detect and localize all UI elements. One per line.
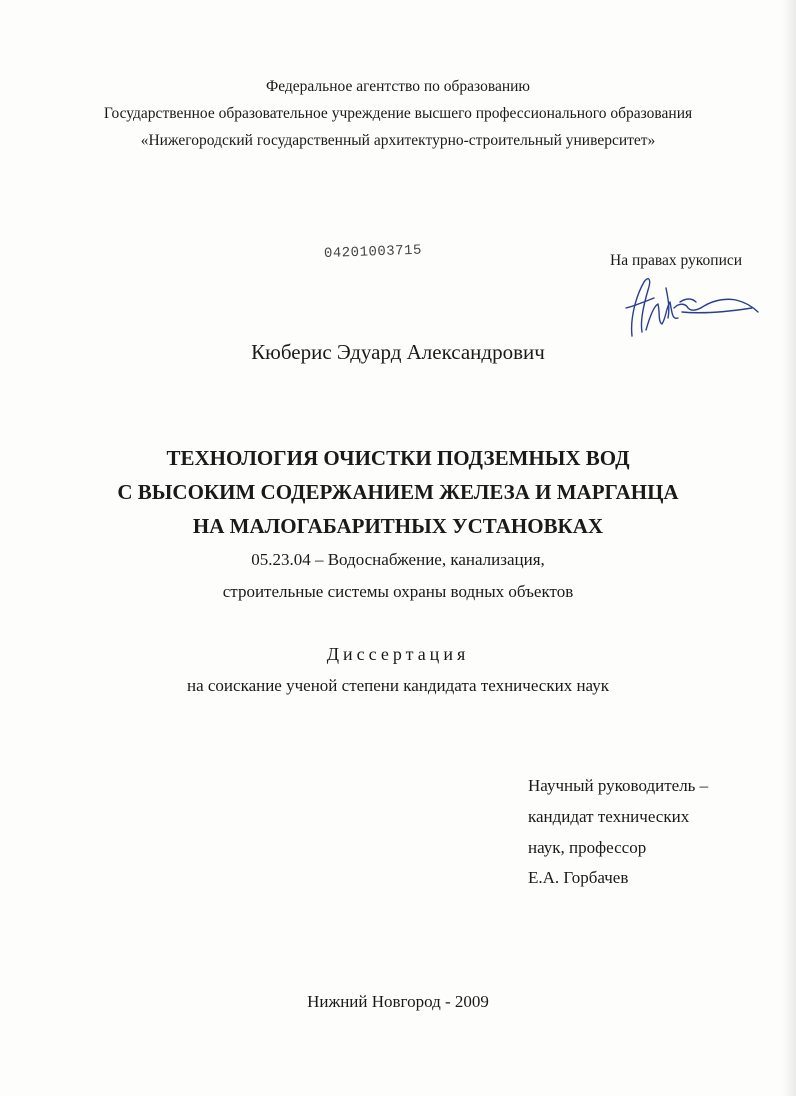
supervisor-line: кандидат технических — [528, 807, 690, 826]
dissertation-title-line: НА МАЛОГАБАРИТНЫХ УСТАНОВКАХ — [192, 514, 604, 538]
page-edge-shadow — [782, 0, 796, 1096]
supervisor-name: Е.А. Горбачев — [528, 868, 629, 887]
signature-stroke — [646, 302, 678, 330]
degree-description: на соискание ученой степени кандидата технических наук — [186, 676, 609, 695]
specialty-description: строительные системы охраны водных объектов — [222, 582, 574, 601]
author-name: Кюберис Эдуард Александрович — [251, 340, 545, 364]
manuscript-rights-label: На правах рукописи — [610, 252, 743, 269]
institution-type: Государственное образовательное учреждение высшего профессионального образования — [103, 105, 693, 122]
signature-icon — [622, 268, 762, 340]
agency-name: Федеральное агентство по образованию — [265, 78, 531, 95]
document-type: Диссертация — [326, 644, 470, 664]
signature-stroke — [626, 298, 654, 308]
signature-stroke — [674, 299, 758, 312]
specialty-code: 05.23.04 – Водоснабжение, канализация, — [251, 550, 545, 569]
university-name: «Нижегородский государственный архитектурно-строительный университет» — [140, 132, 656, 149]
dissertation-title-line: С ВЫСОКИМ СОДЕРЖАНИЕМ ЖЕЛЕЗА И МАРГАНЦА — [117, 480, 679, 504]
dissertation-title-line: ТЕХНОЛОГИЯ ОЧИСТКИ ПОДЗЕМНЫХ ВОД — [166, 446, 630, 470]
city-year: Нижний Новгород - 2009 — [307, 992, 489, 1011]
supervisor-line: Научный руководитель – — [528, 776, 709, 795]
signature-stroke — [680, 299, 696, 302]
supervisor-line: наук, профессор — [528, 838, 647, 857]
registration-stamp-number: 04201003715 — [323, 242, 423, 262]
